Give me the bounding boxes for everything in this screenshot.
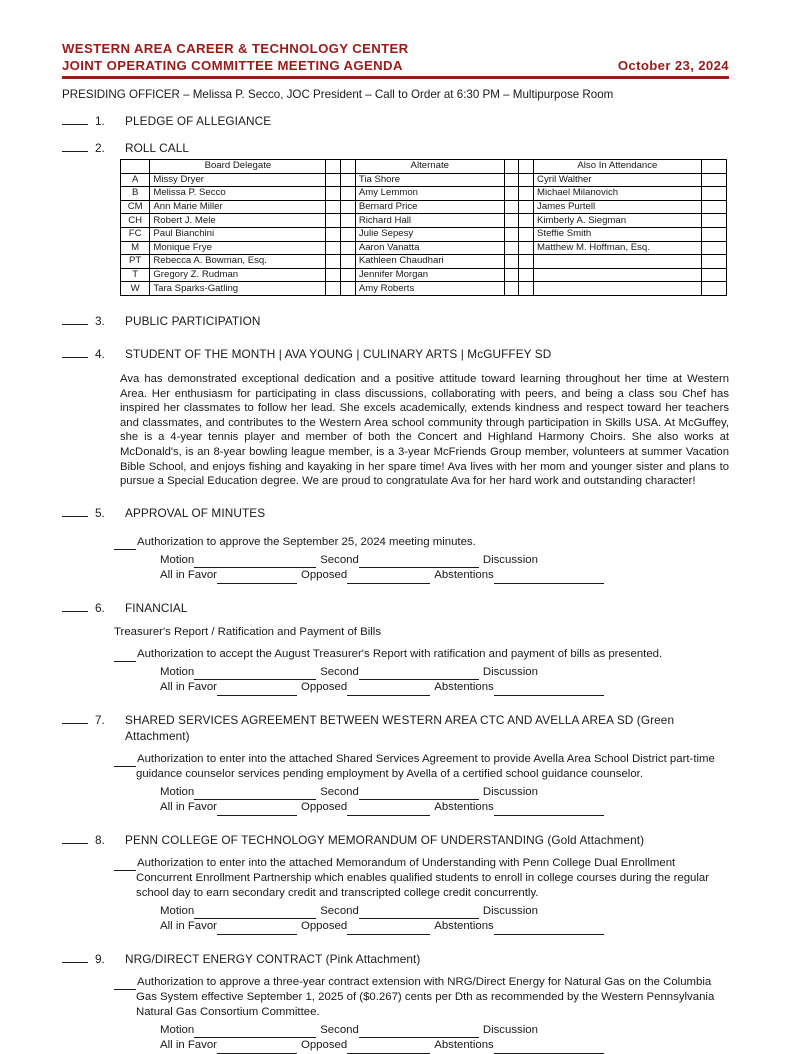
agenda-item-3-title: PUBLIC PARTICIPATION bbox=[125, 313, 261, 328]
motion-blank[interactable] bbox=[194, 1026, 316, 1038]
agenda-item-8-title: PENN COLLEGE OF TECHNOLOGY MEMORANDUM OF UNDERSTANDING (Gold Attachment) bbox=[125, 832, 645, 847]
checkoff-blank-icon[interactable] bbox=[62, 115, 88, 125]
row-also-in-attendance bbox=[534, 268, 702, 282]
opposed-label: Opposed bbox=[300, 920, 348, 933]
row-also-in-attendance: Cyril Walther bbox=[534, 173, 702, 187]
attendance-checkbox-b[interactable] bbox=[701, 187, 726, 201]
agenda-item-5-header bbox=[62, 505, 729, 521]
row-district-code: CH bbox=[121, 214, 150, 228]
delegate-present-checkbox[interactable] bbox=[326, 214, 341, 228]
second-label: Second bbox=[320, 785, 359, 798]
attendance-checkbox-b[interactable] bbox=[701, 227, 726, 241]
financial-authorization bbox=[114, 647, 729, 662]
alternate-present-checkbox-a[interactable] bbox=[341, 187, 356, 201]
agenda-item-4-number: 4. bbox=[95, 346, 105, 361]
masthead-row-2 bbox=[62, 57, 729, 74]
row-board-delegate: Missy Dryer bbox=[150, 173, 326, 187]
row-district-code: T bbox=[121, 268, 150, 282]
row-board-delegate: Paul Bianchini bbox=[150, 227, 326, 241]
abstentions-blank[interactable] bbox=[494, 1042, 604, 1054]
alternate-present-checkbox-b[interactable] bbox=[504, 214, 519, 228]
student-of-month-paragraph: Ava has demonstrated exceptional dedication and a positive attitude toward learning throughout her time at Western Area. Her enthusiasm for participating in class discussions, collaborating with peers, and being a class sou Chef has inspired her classmates to follow her lead. She excels academically, extends kindness and respect toward her teachers and classmates, and contributes to the Western Area school community through participation in Skills USA. At McGuffey, she is a 4-year tennis player and member of both the Concert and Highland Harmony Choirs. She also works at McDonald's, is an 8-year bowling league member, is a 3-year McFriends Group member, volunteers at summer Vacation Bible School, and enjoys fishing and kayaking in her spare time! Ava lives with her mom and younger sister and plans to pursue a Special Education degree. We are proud to congratulate Ava for her hard work and outstanding character! bbox=[120, 372, 729, 488]
attendance-checkbox-b[interactable] bbox=[701, 255, 726, 269]
all-in-favor-label: All in Favor bbox=[160, 801, 217, 814]
row-board-delegate: Tara Sparks-Gatling bbox=[150, 282, 326, 296]
row-alternate: Julie Sepesy bbox=[355, 227, 504, 241]
shared-services-authorization bbox=[114, 752, 729, 782]
nrg-authorization bbox=[114, 975, 729, 1020]
document-subtitle: JOINT OPERATING COMMITTEE MEETING AGENDA bbox=[62, 58, 403, 73]
opposed-blank[interactable] bbox=[347, 923, 430, 935]
organization-name: WESTERN AREA CAREER & TECHNOLOGY CENTER bbox=[62, 41, 409, 56]
nrg-authorization-text: Authorization to approve a three-year contract extension with NRG/Direct Energy for Natural Gas on the Columbia Gas System effective September 1, 2025 of ($0.267) cents per Dth as recommended by the Western Pennsylvania Natural Gas Consortium Committee. bbox=[136, 975, 715, 1018]
shared-services-authorization-text: Authorization to enter into the attached Shared Services Agreement to provide Avella Area School District part-time guidance counselor services pending employment by Avella of a certified school guidance counselor. bbox=[136, 752, 715, 780]
attendance-checkbox-a[interactable] bbox=[519, 214, 534, 228]
attendance-checkbox-a[interactable] bbox=[519, 227, 534, 241]
roll-call-table bbox=[120, 159, 727, 296]
minutes-vote-block bbox=[160, 553, 729, 584]
masthead-row-1 bbox=[62, 40, 729, 57]
delegate-present-checkbox[interactable] bbox=[326, 187, 341, 201]
attendance-checkbox-b[interactable] bbox=[701, 241, 726, 255]
table-row bbox=[121, 241, 727, 255]
checkoff-blank-icon[interactable] bbox=[62, 348, 88, 358]
alternate-present-checkbox-b[interactable] bbox=[504, 241, 519, 255]
agenda-item-6-title: FINANCIAL bbox=[125, 600, 188, 615]
all-in-favor-label: All in Favor bbox=[160, 1039, 217, 1052]
agenda-item-1 bbox=[62, 113, 729, 129]
opposed-blank[interactable] bbox=[347, 572, 430, 584]
header-also-in-attendance: Also In Attendance bbox=[534, 160, 702, 174]
all-in-favor-blank[interactable] bbox=[217, 923, 297, 935]
second-label: Second bbox=[320, 904, 359, 917]
row-district-code: W bbox=[121, 282, 150, 296]
agenda-item-7-header bbox=[62, 712, 729, 744]
all-in-favor-label: All in Favor bbox=[160, 920, 217, 933]
agenda-item-3 bbox=[62, 313, 729, 329]
second-blank[interactable] bbox=[359, 1026, 479, 1038]
attendance-checkbox-b[interactable] bbox=[701, 173, 726, 187]
agenda-item-7-title: SHARED SERVICES AGREEMENT BETWEEN WESTERN AREA CTC AND AVELLA AREA SD (Green Attachment) bbox=[125, 712, 675, 743]
opposed-label: Opposed bbox=[300, 681, 348, 694]
opposed-label: Opposed bbox=[300, 569, 348, 582]
abstentions-label: Abstentions bbox=[434, 920, 494, 933]
opposed-label: Opposed bbox=[300, 801, 348, 814]
authorization-blank-icon[interactable] bbox=[114, 757, 136, 767]
header-spacer-4 bbox=[519, 160, 534, 174]
agenda-item-2 bbox=[62, 140, 729, 296]
row-district-code: PT bbox=[121, 255, 150, 269]
second-blank[interactable] bbox=[359, 907, 479, 919]
row-board-delegate: Melissa P. Secco bbox=[150, 187, 326, 201]
vote-line-tally bbox=[160, 919, 729, 935]
row-also-in-attendance: Matthew M. Hoffman, Esq. bbox=[534, 241, 702, 255]
row-board-delegate: Robert J. Mele bbox=[150, 214, 326, 228]
agenda-item-3-number: 3. bbox=[95, 313, 105, 328]
all-in-favor-blank[interactable] bbox=[217, 1042, 297, 1054]
checkoff-blank-icon[interactable] bbox=[62, 953, 88, 963]
presiding-officer-line: PRESIDING OFFICER – Melissa P. Secco, JOC President – Call to Order at 6:30 PM – Multipurpose Room bbox=[62, 88, 614, 101]
motion-blank[interactable] bbox=[194, 788, 316, 800]
table-row bbox=[121, 214, 727, 228]
vote-line-motion bbox=[160, 1023, 729, 1039]
agenda-item-5-number: 5. bbox=[95, 505, 105, 520]
financial-authorization-text: Authorization to accept the August Treasurer's Report with ratification and payment of bills as presented. bbox=[137, 647, 663, 660]
row-alternate: Jennifer Morgan bbox=[355, 268, 504, 282]
penn-college-authorization-text: Authorization to enter into the attached Memorandum of Understanding with Penn College Dual Enrollment Concurrent Enrollment Partnership which enables qualified students to enroll in college courses during the regular school day to earn secondary credit and transcripted college credit concurrently. bbox=[136, 856, 710, 899]
alternate-present-checkbox-a[interactable] bbox=[341, 241, 356, 255]
agenda-item-3-header bbox=[62, 313, 729, 329]
row-alternate: Amy Roberts bbox=[355, 282, 504, 296]
checkoff-blank-icon[interactable] bbox=[62, 507, 88, 517]
checkoff-blank-icon[interactable] bbox=[62, 834, 88, 844]
row-also-in-attendance: Michael Milanovich bbox=[534, 187, 702, 201]
agenda-item-5 bbox=[62, 505, 729, 584]
row-district-code: M bbox=[121, 241, 150, 255]
row-also-in-attendance: Steffie Smith bbox=[534, 227, 702, 241]
checkoff-blank-icon[interactable] bbox=[62, 714, 88, 724]
row-also-in-attendance bbox=[534, 282, 702, 296]
alternate-present-checkbox-a[interactable] bbox=[341, 227, 356, 241]
nrg-vote-block bbox=[160, 1023, 729, 1054]
attendance-checkbox-a[interactable] bbox=[519, 173, 534, 187]
alternate-present-checkbox-b[interactable] bbox=[504, 200, 519, 214]
delegate-present-checkbox[interactable] bbox=[326, 268, 341, 282]
delegate-present-checkbox[interactable] bbox=[326, 282, 341, 296]
second-blank[interactable] bbox=[359, 556, 479, 568]
treasurers-report-heading: Treasurer's Report / Ratification and Payment of Bills bbox=[114, 625, 382, 638]
header-spacer-2 bbox=[341, 160, 356, 174]
delegate-present-checkbox[interactable] bbox=[326, 255, 341, 269]
row-also-in-attendance: James Purtell bbox=[534, 200, 702, 214]
financial-vote-block bbox=[160, 665, 729, 696]
discussion-label: Discussion bbox=[482, 904, 538, 917]
agenda-item-5-title: APPROVAL OF MINUTES bbox=[125, 505, 266, 520]
attendance-checkbox-b[interactable] bbox=[701, 282, 726, 296]
checkoff-blank-icon[interactable] bbox=[62, 142, 88, 152]
second-blank[interactable] bbox=[359, 668, 479, 680]
row-board-delegate: Gregory Z. Rudman bbox=[150, 268, 326, 282]
alternate-present-checkbox-a[interactable] bbox=[341, 214, 356, 228]
vote-line-motion bbox=[160, 785, 729, 801]
row-board-delegate: Rebecca A. Bowman, Esq. bbox=[150, 255, 326, 269]
opposed-blank[interactable] bbox=[347, 684, 430, 696]
abstentions-blank[interactable] bbox=[494, 804, 604, 816]
header-spacer-3 bbox=[504, 160, 519, 174]
row-district-code: CM bbox=[121, 200, 150, 214]
agenda-item-1-title: PLEDGE OF ALLEGIANCE bbox=[125, 114, 272, 128]
penn-college-authorization bbox=[114, 856, 729, 901]
alternate-present-checkbox-b[interactable] bbox=[504, 227, 519, 241]
abstentions-label: Abstentions bbox=[434, 569, 494, 582]
alternate-present-checkbox-b[interactable] bbox=[504, 282, 519, 296]
agenda-item-6-number: 6. bbox=[95, 600, 105, 615]
attendance-checkbox-a[interactable] bbox=[519, 241, 534, 255]
motion-label: Motion bbox=[160, 785, 195, 798]
agenda-item-9-header bbox=[62, 951, 729, 967]
attendance-checkbox-b[interactable] bbox=[701, 200, 726, 214]
alternate-present-checkbox-a[interactable] bbox=[341, 268, 356, 282]
document-masthead bbox=[62, 40, 729, 79]
opposed-blank[interactable] bbox=[347, 1042, 430, 1054]
discussion-label: Discussion bbox=[482, 785, 538, 798]
row-also-in-attendance: Kimberly A. Siegman bbox=[534, 214, 702, 228]
alternate-present-checkbox-b[interactable] bbox=[504, 173, 519, 187]
second-label: Second bbox=[320, 665, 359, 678]
meeting-date: October 23, 2024 bbox=[617, 58, 729, 73]
checkoff-blank-icon[interactable] bbox=[62, 602, 88, 612]
alternate-present-checkbox-a[interactable] bbox=[341, 200, 356, 214]
vote-line-motion bbox=[160, 904, 729, 920]
vote-line-tally bbox=[160, 568, 729, 584]
table-row bbox=[121, 200, 727, 214]
header-spacer-5 bbox=[701, 160, 726, 174]
attendance-checkbox-b[interactable] bbox=[701, 268, 726, 282]
row-district-code: A bbox=[121, 173, 150, 187]
motion-blank[interactable] bbox=[194, 668, 316, 680]
discussion-label: Discussion bbox=[482, 665, 538, 678]
table-row bbox=[121, 227, 727, 241]
authorization-blank-icon[interactable] bbox=[114, 980, 136, 990]
table-row bbox=[121, 255, 727, 269]
minutes-authorization bbox=[114, 535, 729, 550]
opposed-label: Opposed bbox=[300, 1039, 348, 1052]
motion-label: Motion bbox=[160, 553, 195, 566]
roll-call-body bbox=[121, 173, 727, 295]
abstentions-label: Abstentions bbox=[434, 801, 494, 814]
agenda-item-1-header bbox=[62, 113, 729, 129]
table-header-row bbox=[121, 160, 727, 174]
agenda-item-2-number: 2. bbox=[95, 141, 105, 155]
row-alternate: Kathleen Chaudhari bbox=[355, 255, 504, 269]
second-label: Second bbox=[320, 553, 359, 566]
agenda-item-9 bbox=[62, 951, 729, 1054]
abstentions-blank[interactable] bbox=[494, 923, 604, 935]
agenda-item-1-number: 1. bbox=[95, 114, 105, 128]
motion-label: Motion bbox=[160, 904, 195, 917]
header-alternate: Alternate bbox=[355, 160, 504, 174]
vote-line-motion bbox=[160, 553, 729, 569]
discussion-label: Discussion bbox=[482, 1023, 538, 1036]
agenda-item-8-header bbox=[62, 832, 729, 848]
all-in-favor-blank[interactable] bbox=[217, 684, 297, 696]
shared-services-vote-block bbox=[160, 785, 729, 816]
roll-call-table-wrapper bbox=[120, 159, 729, 296]
agenda-item-9-title: NRG/DIRECT ENERGY CONTRACT (Pink Attachment) bbox=[125, 951, 421, 966]
penn-college-vote-block bbox=[160, 904, 729, 935]
row-also-in-attendance bbox=[534, 255, 702, 269]
minutes-authorization-text: Authorization to approve the September 25, 2024 meeting minutes. bbox=[137, 535, 476, 548]
agenda-item-2-title: ROLL CALL bbox=[125, 141, 190, 155]
agenda-item-4-header bbox=[62, 346, 729, 362]
delegate-present-checkbox[interactable] bbox=[326, 227, 341, 241]
motion-label: Motion bbox=[160, 1023, 195, 1036]
delegate-present-checkbox[interactable] bbox=[326, 173, 341, 187]
checkoff-blank-icon[interactable] bbox=[62, 315, 88, 325]
agenda-item-7 bbox=[62, 712, 729, 816]
abstentions-blank[interactable] bbox=[494, 684, 604, 696]
attendance-checkbox-a[interactable] bbox=[519, 187, 534, 201]
row-alternate: Bernard Price bbox=[355, 200, 504, 214]
agenda-item-4-title: STUDENT OF THE MONTH | AVA YOUNG | CULINARY ARTS | McGUFFEY SD bbox=[125, 346, 552, 361]
motion-blank[interactable] bbox=[194, 907, 316, 919]
attendance-checkbox-a[interactable] bbox=[519, 200, 534, 214]
table-row bbox=[121, 187, 727, 201]
row-alternate: Amy Lemmon bbox=[355, 187, 504, 201]
alternate-present-checkbox-b[interactable] bbox=[504, 187, 519, 201]
header-spacer-1 bbox=[326, 160, 341, 174]
motion-blank[interactable] bbox=[194, 556, 316, 568]
agenda-item-4 bbox=[62, 346, 729, 489]
table-row bbox=[121, 173, 727, 187]
agenda-item-8 bbox=[62, 832, 729, 935]
agenda-item-6 bbox=[62, 600, 729, 696]
discussion-label: Discussion bbox=[482, 553, 538, 566]
opposed-blank[interactable] bbox=[347, 804, 430, 816]
abstentions-label: Abstentions bbox=[434, 1039, 494, 1052]
alternate-present-checkbox-a[interactable] bbox=[341, 173, 356, 187]
table-row bbox=[121, 268, 727, 282]
all-in-favor-blank[interactable] bbox=[217, 804, 297, 816]
row-alternate: Tia Shore bbox=[355, 173, 504, 187]
all-in-favor-blank[interactable] bbox=[217, 572, 297, 584]
alternate-present-checkbox-b[interactable] bbox=[504, 268, 519, 282]
table-row bbox=[121, 282, 727, 296]
attendance-checkbox-a[interactable] bbox=[519, 282, 534, 296]
second-label: Second bbox=[320, 1023, 359, 1036]
alternate-present-checkbox-a[interactable] bbox=[341, 255, 356, 269]
header-code-col bbox=[121, 160, 150, 174]
row-board-delegate: Monique Frye bbox=[150, 241, 326, 255]
vote-line-tally bbox=[160, 680, 729, 696]
agenda-item-9-number: 9. bbox=[95, 951, 105, 966]
authorization-blank-icon[interactable] bbox=[114, 652, 136, 662]
all-in-favor-label: All in Favor bbox=[160, 569, 217, 582]
authorization-blank-icon[interactable] bbox=[114, 540, 136, 550]
delegate-present-checkbox[interactable] bbox=[326, 200, 341, 214]
row-board-delegate: Ann Marie Miller bbox=[150, 200, 326, 214]
row-district-code: B bbox=[121, 187, 150, 201]
vote-line-tally bbox=[160, 800, 729, 816]
row-alternate: Aaron Vanatta bbox=[355, 241, 504, 255]
header-board-delegate: Board Delegate bbox=[150, 160, 326, 174]
agenda-item-6-header bbox=[62, 600, 729, 616]
all-in-favor-label: All in Favor bbox=[160, 681, 217, 694]
attendance-checkbox-a[interactable] bbox=[519, 255, 534, 269]
motion-label: Motion bbox=[160, 665, 195, 678]
agenda-item-8-number: 8. bbox=[95, 832, 105, 847]
row-district-code: FC bbox=[121, 227, 150, 241]
second-blank[interactable] bbox=[359, 788, 479, 800]
agenda-item-2-header bbox=[62, 140, 729, 156]
abstentions-label: Abstentions bbox=[434, 681, 494, 694]
authorization-blank-icon[interactable] bbox=[114, 861, 136, 871]
vote-line-tally bbox=[160, 1038, 729, 1054]
alternate-present-checkbox-b[interactable] bbox=[504, 255, 519, 269]
alternate-present-checkbox-a[interactable] bbox=[341, 282, 356, 296]
vote-line-motion bbox=[160, 665, 729, 681]
delegate-present-checkbox[interactable] bbox=[326, 241, 341, 255]
row-alternate: Richard Hall bbox=[355, 214, 504, 228]
attendance-checkbox-a[interactable] bbox=[519, 268, 534, 282]
agenda-item-7-number: 7. bbox=[95, 712, 105, 727]
attendance-checkbox-b[interactable] bbox=[701, 214, 726, 228]
abstentions-blank[interactable] bbox=[494, 572, 604, 584]
